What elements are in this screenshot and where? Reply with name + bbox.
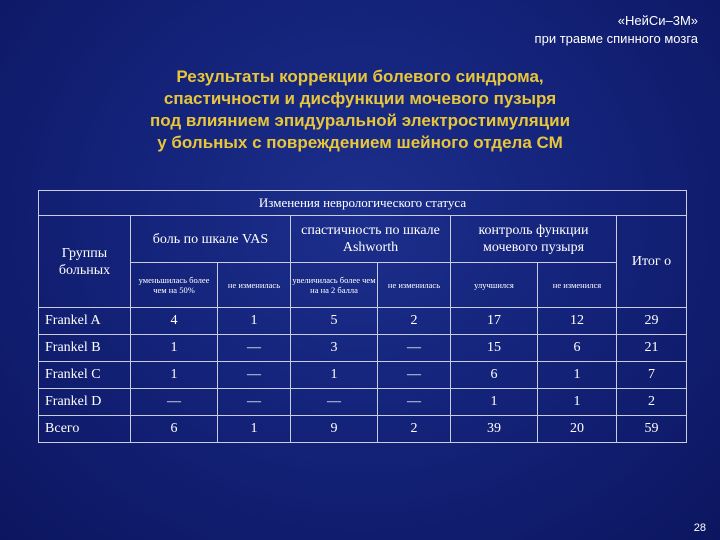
total-header: Итог о	[617, 216, 687, 308]
table-cell: 1	[218, 308, 291, 335]
table-caption: Изменения неврологического статуса	[39, 191, 687, 216]
subheader-cell: не изменилась	[378, 263, 451, 308]
table-cell: —	[378, 335, 451, 362]
table-cell: —	[218, 335, 291, 362]
row-label: Frankel D	[39, 389, 131, 416]
table-cell: 6	[538, 335, 617, 362]
table-row	[39, 416, 687, 443]
table-cell: 39	[451, 416, 538, 443]
table-cell: 17	[451, 308, 538, 335]
table-cell: 5	[291, 308, 378, 335]
table-cell: 1	[291, 362, 378, 389]
col-group-vas: боль по шкале VAS	[131, 216, 291, 263]
subheader-cell: не изменился	[538, 263, 617, 308]
table-cell: 1	[218, 416, 291, 443]
table-cell: 1	[538, 389, 617, 416]
table-cell: 2	[378, 416, 451, 443]
table-cell: 2	[617, 389, 687, 416]
slide-title	[0, 66, 720, 154]
col-group-ashworth: спастичность по шкале Ashworth	[291, 216, 451, 263]
table-cell: —	[131, 389, 218, 416]
header-product-name: «НейСи–3М»	[617, 13, 698, 28]
table-cell: 12	[538, 308, 617, 335]
title-line: под влиянием эпидуральной электростимуляции	[149, 111, 571, 130]
table-cell: 15	[451, 335, 538, 362]
table-cell: —	[378, 362, 451, 389]
subheader-cell: увеличилась более чем на на 2 балла	[291, 263, 378, 308]
table-cell: 9	[291, 416, 378, 443]
table-cell: —	[291, 389, 378, 416]
table-cell: 1	[131, 335, 218, 362]
table-cell: —	[218, 389, 291, 416]
table-cell: 4	[131, 308, 218, 335]
table-cell: 29	[617, 308, 687, 335]
table-cell: 20	[538, 416, 617, 443]
row-label: Frankel A	[39, 308, 131, 335]
subheader-cell: улучшился	[451, 263, 538, 308]
title-line: Результаты коррекции болевого синдрома,	[176, 67, 544, 86]
subheader-cell: уменьшилась более чем на 50%	[131, 263, 218, 308]
page-number: 28	[693, 522, 706, 534]
table-cell: 7	[617, 362, 687, 389]
results-table	[38, 190, 687, 443]
table-row	[39, 335, 687, 362]
row-label: Всего	[39, 416, 131, 443]
table-cell: 21	[617, 335, 687, 362]
slide-header	[535, 12, 698, 48]
table-cell: 1	[451, 389, 538, 416]
table-row	[39, 389, 687, 416]
table-cell: 6	[131, 416, 218, 443]
header-subtitle: при травме спинного мозга	[534, 31, 698, 46]
table-cell: 1	[131, 362, 218, 389]
table-cell: —	[378, 389, 451, 416]
groups-header: Группы больных	[39, 216, 131, 308]
table-cell: 1	[538, 362, 617, 389]
title-line: у больных с повреждением шейного отдела СМ	[157, 133, 563, 152]
subheader-cell: не изменилась	[218, 263, 291, 308]
table-cell: —	[218, 362, 291, 389]
table-cell: 59	[617, 416, 687, 443]
row-label: Frankel B	[39, 335, 131, 362]
table-row	[39, 362, 687, 389]
col-group-bladder: контроль функции мочевого пузыря	[451, 216, 617, 263]
table-cell: 3	[291, 335, 378, 362]
table-cell: 2	[378, 308, 451, 335]
table-row	[39, 308, 687, 335]
table-cell: 6	[451, 362, 538, 389]
title-line: спастичности и дисфункции мочевого пузыря	[163, 89, 557, 108]
row-label: Frankel C	[39, 362, 131, 389]
